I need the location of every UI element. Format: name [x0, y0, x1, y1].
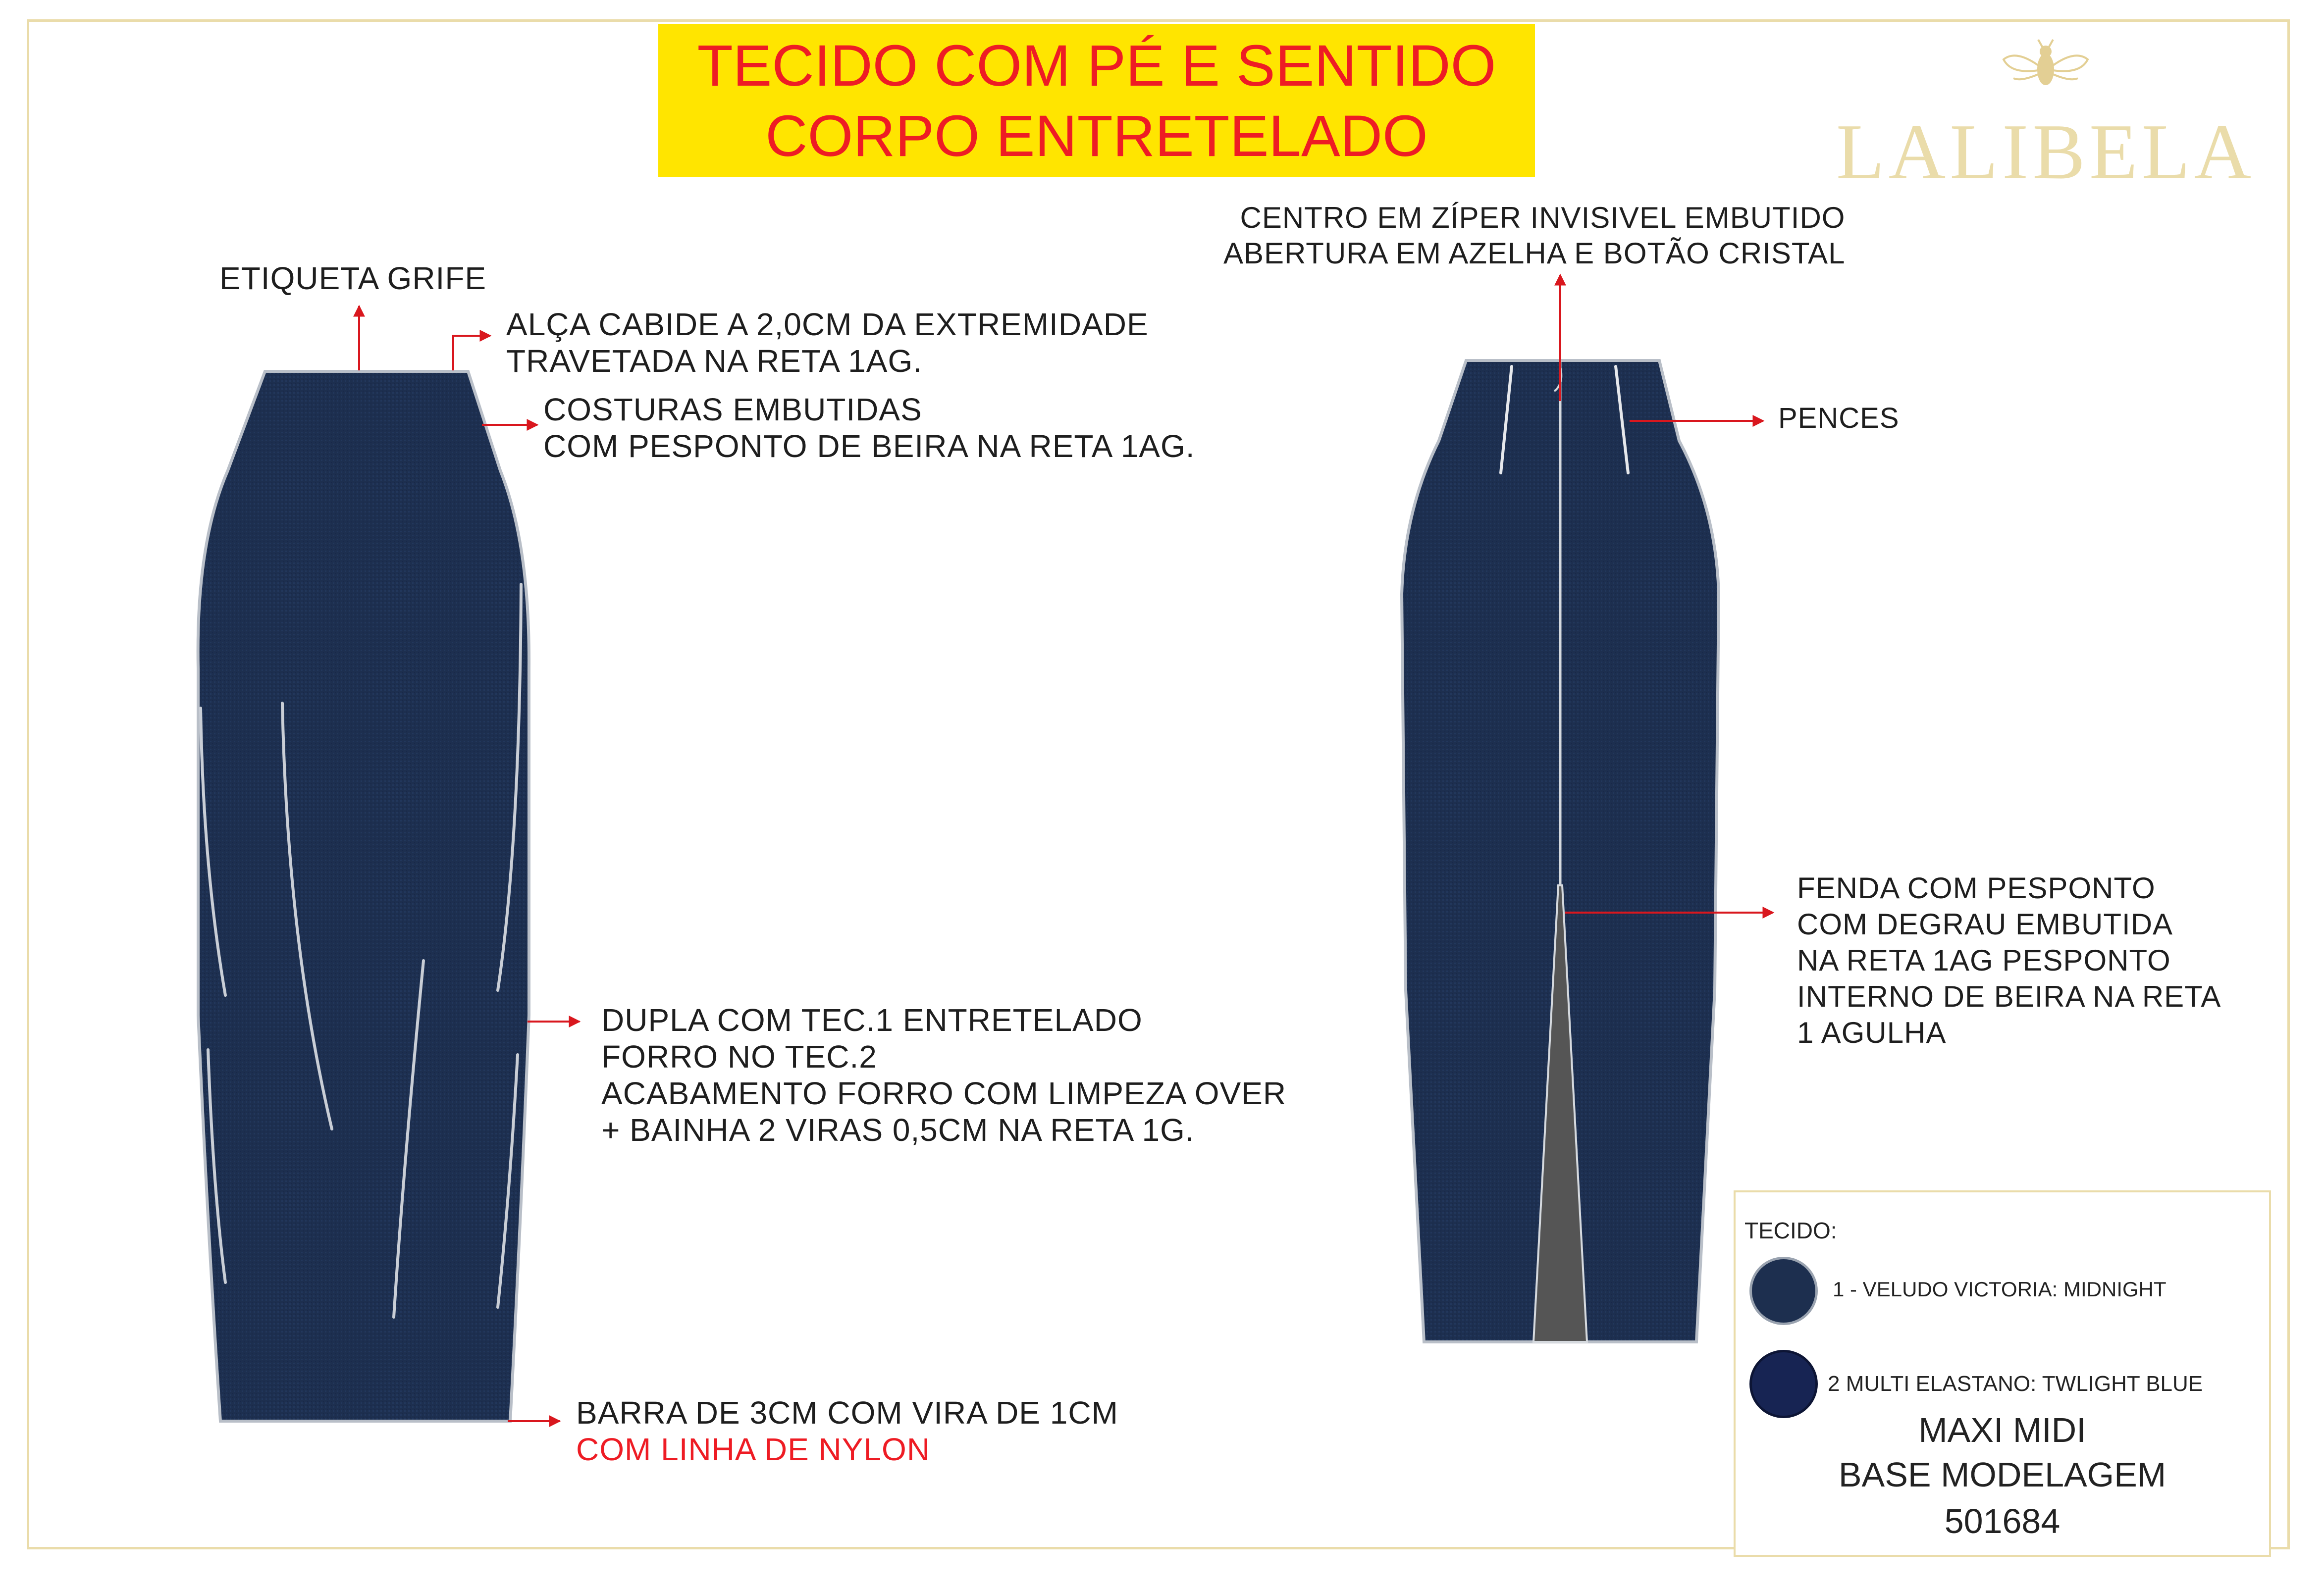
- note-pences-text: PENCES: [1778, 402, 1900, 434]
- note-costuras: [543, 391, 1195, 464]
- note-alca-line-2: TRAVETADA NA RETA 1AG.: [506, 343, 922, 379]
- legend-model-name: MAXI MIDI: [1918, 1411, 2086, 1449]
- note-centro: [1223, 200, 1845, 271]
- note-costuras-line-2: COM PESPONTO DE BEIRA NA RETA 1AG.: [543, 428, 1195, 464]
- note-dupla: [601, 1002, 1286, 1148]
- note-dupla-line-3: ACABAMENTO FORRO COM LIMPEZA OVER: [601, 1076, 1287, 1111]
- note-costuras-line-1: COSTURAS EMBUTIDAS: [543, 392, 922, 427]
- legend-reference: 501684: [1944, 1502, 2060, 1540]
- brand-name: LALIBELA: [1836, 107, 2256, 193]
- legend-model-base: BASE MODELAGEM: [1838, 1455, 2166, 1494]
- front-skirt-body: [198, 371, 529, 1421]
- note-alca: [506, 306, 1149, 379]
- note-centro-line-2: ABERTURA EM AZELHA E BOTÃO CRISTAL: [1223, 237, 1846, 270]
- note-dupla-line-1: DUPLA COM TEC.1 ENTRETELADO: [601, 1002, 1143, 1038]
- note-fenda-line-3: NA RETA 1AG PESPONTO: [1797, 944, 2171, 977]
- legend-title: TECIDO:: [1744, 1218, 1837, 1243]
- note-dupla-line-4: + BAINHA 2 VIRAS 0,5CM NA RETA 1G.: [601, 1112, 1195, 1148]
- legend-fabric2: 2 MULTI ELASTANO: TWLIGHT BLUE: [1828, 1372, 2203, 1396]
- fabric2-swatch: [1749, 1350, 1818, 1418]
- front-skirt: [198, 371, 529, 1421]
- note-etiqueta-text: ETIQUETA GRIFE: [219, 260, 487, 296]
- note-centro-line-1: CENTRO EM ZÍPER INVISIVEL EMBUTIDO: [1240, 201, 1846, 234]
- note-fenda-line-2: COM DEGRAU EMBUTIDA: [1797, 908, 2173, 941]
- legend-box: [1734, 1190, 2271, 1557]
- note-barra: [576, 1394, 1118, 1468]
- note-fenda: [1797, 870, 2221, 1051]
- back-skirt: [1402, 360, 1719, 1342]
- note-dupla-line-2: FORRO NO TEC.2: [601, 1039, 877, 1075]
- legend-fabric1: 1 - VELUDO VICTORIA: MIDNIGHT: [1833, 1278, 2166, 1301]
- note-barra-line-2: COM LINHA DE NYLON: [576, 1432, 931, 1467]
- banner-line-2: CORPO ENTRETELADO: [765, 103, 1428, 169]
- note-fenda-line-1: FENDA COM PESPONTO: [1797, 871, 2156, 905]
- note-alca-line-1: ALÇA CABIDE A 2,0CM DA EXTREMIDADE: [506, 307, 1149, 342]
- arrow-alca: [453, 336, 490, 370]
- note-fenda-line-5: 1 AGULHA: [1797, 1016, 1947, 1049]
- banner-line-1: TECIDO COM PÉ E SENTIDO: [697, 33, 1496, 99]
- fabric1-swatch: [1749, 1257, 1818, 1325]
- note-etiqueta: [219, 260, 486, 297]
- note-fenda-line-4: INTERNO DE BEIRA NA RETA: [1797, 980, 2221, 1013]
- note-pences: [1778, 400, 1900, 437]
- note-barra-line-1: BARRA DE 3CM COM VIRA DE 1CM: [576, 1395, 1118, 1431]
